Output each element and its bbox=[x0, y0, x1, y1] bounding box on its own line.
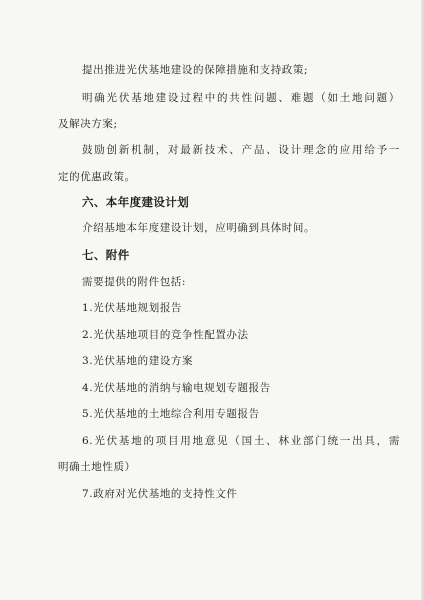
common-problems-line: 明确光伏基地建设过程中的共性问题、难题（如土地问题） bbox=[82, 92, 400, 104]
attachment-item-6: 6.光伏基地的项目用地意见（国土、林业部门统一出具，需 bbox=[82, 435, 400, 447]
attachment-item-2: 2.光伏基地项目的竞争性配置办法 bbox=[82, 329, 249, 341]
solutions-line: 及解决方案; bbox=[58, 118, 118, 130]
annual-plan-line: 介绍基地本年度建设计划，应明确到具体时间。 bbox=[82, 222, 316, 234]
innovation-line: 鼓励创新机制，对最新技术、产品、设计理念的应用给予一 bbox=[82, 144, 400, 156]
attachment-item-5: 5.光伏基地的土地综合利用专题报告 bbox=[82, 408, 260, 420]
attachment-item-6-continued: 明确土地性质） bbox=[58, 461, 136, 473]
attachments-intro-line: 需要提供的附件包括: bbox=[82, 276, 187, 288]
section-seven-heading: 七、附件 bbox=[82, 248, 130, 262]
preferential-policy-line: 定的优惠政策。 bbox=[58, 171, 136, 183]
section-six-heading: 六、本年度建设计划 bbox=[82, 195, 190, 209]
attachment-item-7: 7.政府对光伏基地的支持性文件 bbox=[82, 488, 238, 500]
policy-measures-line: 提出推进光伏基地建设的保障措施和支持政策; bbox=[82, 64, 309, 76]
attachment-item-4: 4.光伏基地的消纳与输电规划专题报告 bbox=[82, 382, 271, 394]
attachment-item-3: 3.光伏基地的建设方案 bbox=[82, 355, 194, 367]
attachment-item-1: 1.光伏基地规划报告 bbox=[82, 302, 183, 314]
